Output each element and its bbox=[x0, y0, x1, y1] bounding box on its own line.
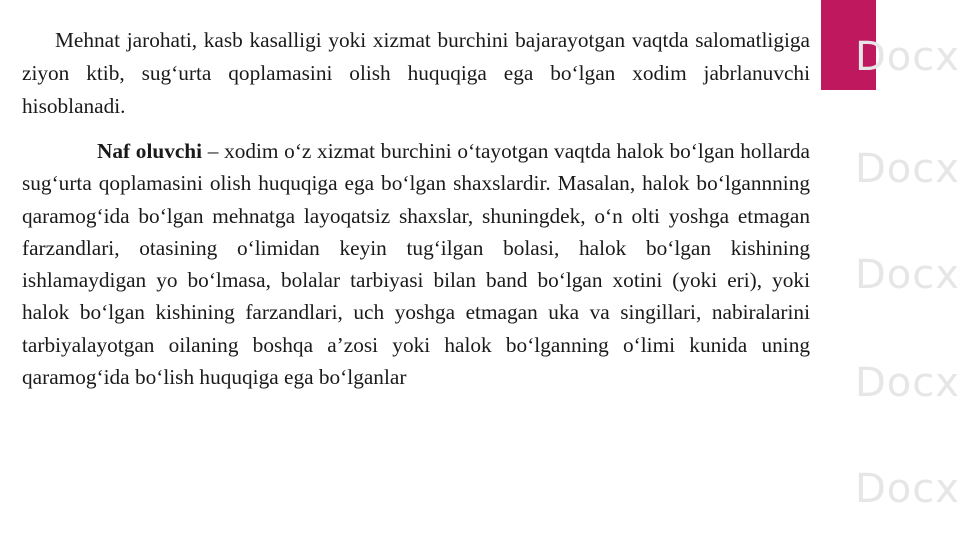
definition-text: – xodim o‘z xizmat burchini o‘tayotgan vaqtda halok bo‘lgan hollarda sug‘urta qoplamasini olish huquqiga ega bo‘lgan shaxslardir. Masalan, halok bo‘lgannning qaramog‘ida bo‘lgan mehnatga layoqatsiz shaxslar, shuningdek, o‘n olti yoshga etmagan farzandlari, otasining o‘limidan keyin tug‘ilgan bolasi, halok bo‘lgan kishining ishlamaydigan yo bo‘lmasa, bolalar tarbiyasi bilan band bo‘lgan xotini (yoki eri), yoki halok bo‘lgan kishining farzandlari, uch yoshga etmagan uka va singillari, nabiralarini tarbiyalayotgan oilaning boshqa a’zosi yoki halok bo‘lganning o‘limi kunida uning qaramog‘ida bo‘lish huquqiga ega bo‘lganlar bbox=[22, 139, 810, 390]
paragraph-naf-oluvchi bbox=[22, 135, 810, 393]
watermark-logo: Docx bbox=[855, 146, 960, 192]
watermark-logo: Docx bbox=[855, 360, 960, 406]
document-body bbox=[22, 24, 810, 393]
watermark-logo: Docx bbox=[855, 34, 960, 80]
term-naf-oluvchi: Naf oluvchi bbox=[97, 139, 203, 163]
watermark-logo: Docx bbox=[855, 466, 960, 512]
paragraph-jabrlanuvchi: Mehnat jarohati, kasb kasalligi yoki xizmat burchini bajarayotgan vaqtda salomatligiga ziyon ktib, sug‘urta qoplamasini olish huquqiga ega bo‘lgan xodim jabrlanuvchi hisoblanadi. bbox=[22, 28, 810, 118]
watermark-logo: Docx bbox=[855, 252, 960, 298]
